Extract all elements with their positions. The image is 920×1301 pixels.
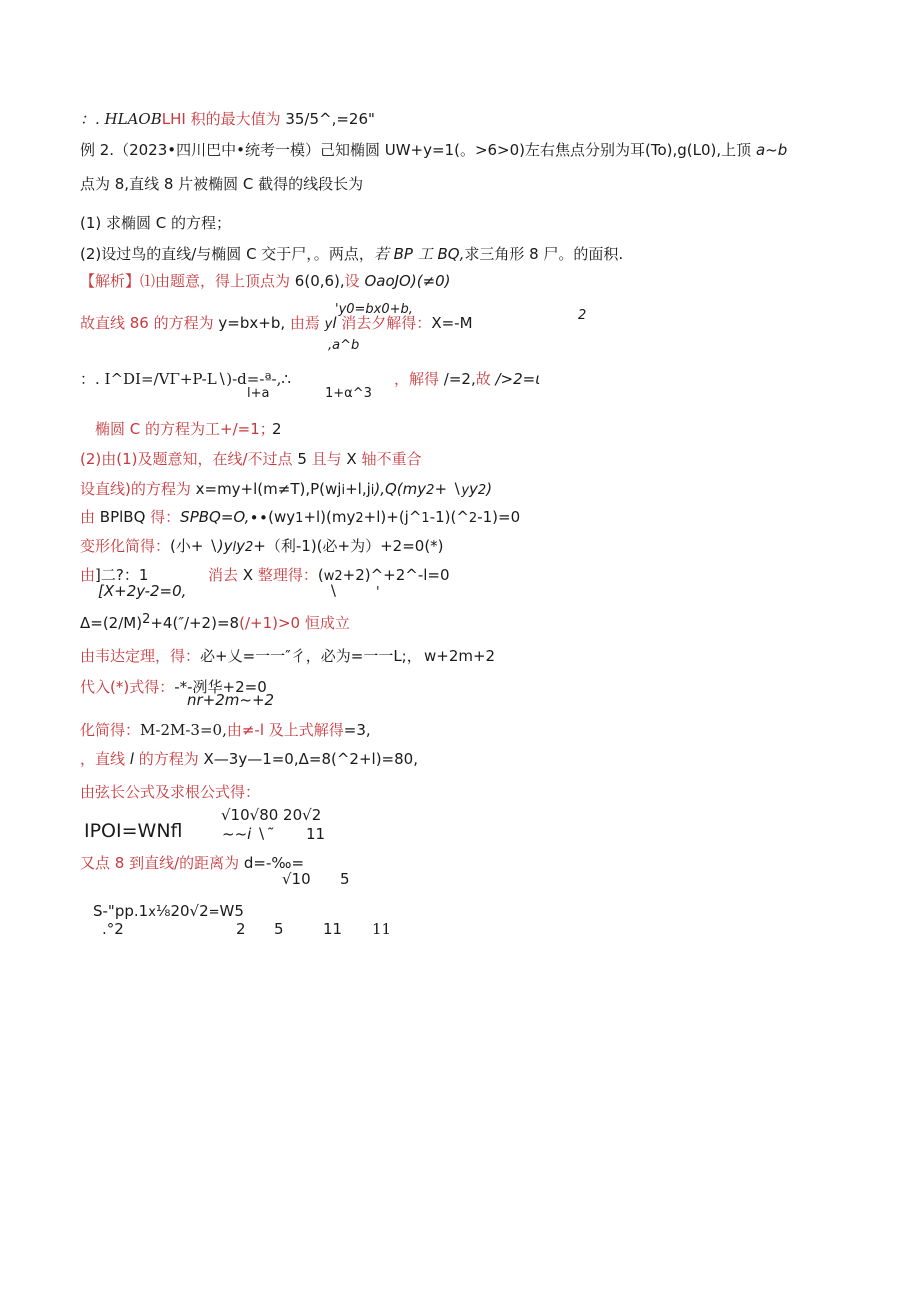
text-fragment: ( — [317, 566, 324, 584]
denominator: 1+α^3 — [325, 386, 372, 401]
system-bottom: [X+2y-2=0, — [98, 582, 187, 600]
solution-line-end — [394, 370, 540, 388]
text-fragment: 2 — [426, 483, 435, 498]
conclusion-line — [80, 110, 375, 128]
text-fragment: w — [323, 569, 335, 584]
text-fragment: ⅛20√2 — [155, 902, 209, 920]
text-fragment: LHI 积的最大值为 — [161, 110, 286, 128]
text-fragment: ]二?：1 — [95, 566, 149, 584]
text-fragment: X—3y—1=0,Δ=8(^2+l)=80, — [203, 750, 418, 768]
solution-line — [80, 721, 371, 739]
text-fragment: 变形化简得： — [80, 537, 171, 555]
solution-line — [80, 854, 304, 872]
text-fragment: (小+ ∖ — [170, 537, 218, 555]
text-fragment: ~~i ∖˜ — [222, 825, 274, 843]
text-fragment: 5 — [297, 450, 307, 468]
solution-line — [80, 750, 418, 768]
text-fragment: 设直线)的方程为 — [80, 480, 196, 498]
text-fragment: a~b — [755, 141, 788, 159]
text-fragment: W5 — [219, 902, 244, 920]
system-top: 'y0=bx0+b, — [335, 302, 413, 317]
text-fragment: +（利-1)(必+为）+2=0(*) — [253, 537, 444, 555]
text-fragment: ，解得 — [394, 370, 444, 388]
superscript: 2 — [578, 308, 587, 323]
text-fragment: 2 — [272, 420, 282, 438]
text-fragment: />2=ι — [495, 370, 541, 388]
text-fragment: 由 — [80, 508, 100, 526]
text-fragment: +l)+(j^ — [363, 508, 422, 526]
solution-line — [80, 272, 451, 290]
text-fragment: i — [370, 483, 375, 498]
text-fragment: 设 — [344, 272, 365, 290]
text-fragment: y — [469, 480, 478, 498]
denominator: 11 — [372, 920, 392, 938]
text-fragment: 由≠-l 及上式解得 — [226, 721, 344, 739]
text-fragment: l — [332, 314, 337, 332]
solution-line — [80, 611, 350, 632]
text-fragment: X=-M — [431, 314, 473, 332]
text-fragment: M-2M-3=0, — [140, 721, 227, 739]
text-fragment: y=bx+b, — [218, 314, 286, 332]
text-fragment: (2)设过鸟的直线/与椭圆 C 交于尸，。两点， — [80, 245, 374, 263]
text-fragment: +l)(my — [303, 508, 356, 526]
text-fragment: OaoJO)(≠0) — [364, 272, 451, 290]
text-fragment: ∖ — [328, 582, 338, 600]
numerator: √10√80 20√2 — [221, 806, 322, 824]
solution-line — [80, 508, 520, 528]
text-fragment: x — [148, 905, 156, 920]
solution-line — [80, 314, 473, 334]
text-fragment: ″ — [178, 614, 184, 632]
text-fragment: -*-冽华+2=0 — [174, 678, 267, 696]
text-fragment: i — [341, 483, 346, 498]
denominator: l+a — [247, 386, 270, 401]
text-fragment: -1)(^ — [429, 508, 469, 526]
text-fragment: 2 — [355, 511, 364, 526]
question-1: (1) 求椭圆 C 的方程； — [80, 214, 232, 232]
text-fragment: )y — [217, 537, 233, 555]
text-fragment: S-"pp.1 — [93, 902, 149, 920]
denominator: nr+2m~+2 — [187, 691, 275, 709]
text-fragment: 1 — [295, 511, 304, 526]
solution-line — [80, 480, 492, 500]
text-fragment: X — [242, 566, 254, 584]
solution-line — [80, 450, 421, 468]
text-fragment: 整理得： — [253, 566, 318, 584]
text-fragment: l — [129, 750, 134, 768]
solution-line — [80, 537, 444, 557]
text-fragment: ∙∙(wy — [249, 508, 296, 526]
text-fragment: l — [232, 540, 237, 555]
text-fragment: Γ+P-L∖)-d=-ª-,∴ — [169, 370, 291, 388]
text-fragment: 化简得： — [80, 721, 141, 739]
text-fragment: 且与 — [306, 450, 347, 468]
text-fragment: y — [236, 537, 246, 555]
text-fragment: 2 — [334, 569, 343, 584]
text-fragment: 故 — [475, 370, 496, 388]
solution-line — [80, 647, 422, 665]
text-fragment: 6(0,6), — [294, 272, 345, 290]
text-fragment: ' — [376, 585, 380, 600]
text-fragment: 椭圆 C 的方程为工+/=1； — [95, 420, 275, 438]
solution-line: 由弦长公式及求根公式得： — [80, 783, 261, 801]
text-fragment: BPlBQ — [99, 508, 146, 526]
text-fragment: y — [324, 317, 333, 332]
text-fragment: 得： — [145, 508, 181, 526]
text-fragment: 例 2.（2023•四川巴中•统考一模）己知椭圆 UW+y=1(。>6>0)左右焦点分别为耳(To),g(L0),上顶 — [80, 141, 756, 159]
text-fragment: 由韦达定理，得： — [80, 647, 201, 665]
text-fragment: d=-‰= — [243, 854, 305, 872]
text-fragment: 代入(*)式得： — [80, 678, 175, 696]
text-fragment: =3, — [343, 721, 371, 739]
text-fragment: (/+1)>0 — [239, 614, 301, 632]
text-fragment: 轴不重合 — [356, 450, 422, 468]
text-fragment: 1 — [421, 511, 430, 526]
text-fragment: X — [346, 450, 357, 468]
text-fragment: 必+乂=一一″彳，必为=一一 — [200, 647, 394, 665]
text-fragment: y — [461, 483, 470, 498]
text-fragment: 2 — [142, 612, 151, 627]
text-fragment: ：. I^DI=∕V — [80, 370, 170, 388]
text-fragment: = — [208, 905, 220, 920]
text-fragment: ),Q(my — [374, 480, 427, 498]
text-fragment: ，直线 — [80, 750, 130, 768]
solution-line — [95, 420, 275, 438]
denominator: 11 — [323, 920, 343, 938]
text-fragment: 由 — [80, 566, 96, 584]
text-fragment: 求三角形 8 尸。的面积. — [464, 245, 624, 263]
text-fragment: 的方程为 — [133, 750, 204, 768]
example-heading — [80, 141, 787, 159]
text-fragment: 消去 — [208, 566, 243, 584]
denominator: 5 — [274, 920, 284, 938]
question-2 — [80, 245, 623, 263]
system-bottom: ,a^b — [328, 338, 360, 353]
text-fragment: +4( — [150, 614, 179, 632]
text-fragment: /=2, — [443, 370, 476, 388]
text-fragment: 消去夕解得： — [336, 314, 432, 332]
text-fragment: 由焉 — [285, 314, 325, 332]
text-fragment: 又点 8 到直线/的距离为 — [80, 854, 244, 872]
text-fragment: 11 — [306, 825, 326, 843]
text-fragment: +2)^+2^-l=0 — [342, 566, 450, 584]
area-formula — [93, 902, 244, 922]
text-fragment: 故直线 86 的方程为 — [80, 314, 219, 332]
text-fragment: =8 — [216, 614, 240, 632]
text-fragment: 2 — [468, 511, 478, 526]
text-fragment: SPBQ=O, — [180, 508, 250, 526]
text-fragment: + ∖ — [434, 480, 462, 498]
text-fragment: L;， — [393, 647, 422, 665]
text-fragment: ⑴由题意，得上顶点为 — [140, 272, 295, 290]
denominator: .°2 — [102, 920, 124, 938]
text-fragment: 2 — [477, 483, 487, 498]
text-fragment: (2)由(1)及题意知，在线/不过点 — [80, 450, 298, 468]
text-fragment: ：. HLAOB — [80, 110, 162, 128]
text-fragment: 恒成立 — [300, 614, 350, 632]
text-fragment: /+2) — [183, 614, 217, 632]
denominator: 5 — [340, 870, 350, 888]
text-fragment: w+2m+2 — [424, 647, 496, 665]
denominator: √10 — [282, 870, 311, 888]
text-fragment: x=my+l(m≠T),P(wj — [195, 480, 342, 498]
text-fragment: ) — [486, 480, 493, 498]
text-fragment: -1)=0 — [477, 508, 521, 526]
text-fragment: 若 BP 工 BQ, — [373, 245, 465, 263]
text-fragment: +l,j — [345, 480, 371, 498]
text-fragment: 35/5^,=26" — [285, 110, 375, 128]
example-text: 点为 8,直线 8 片被椭圆 C 截得的线段长为 — [80, 175, 364, 193]
text-fragment: Δ=(2∕M) — [80, 614, 143, 632]
solution-label: 【解析】 — [80, 272, 141, 290]
text-fragment: 2 — [245, 540, 254, 555]
chord-length: IPOI=WNfl — [84, 820, 183, 842]
denominator: 2 — [236, 920, 246, 938]
